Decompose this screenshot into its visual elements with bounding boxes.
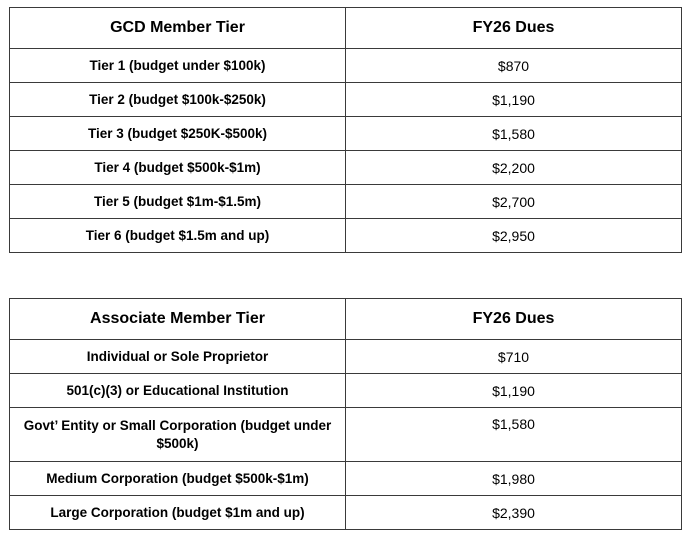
table-row [10,374,682,408]
table-row [10,117,682,151]
tier-cell: Tier 4 (budget $500k-$1m) [10,151,346,185]
column-header-tier: Associate Member Tier [10,299,346,340]
table-row [10,496,682,530]
tier-cell: Govt’ Entity or Small Corporation (budget under $500k) [10,408,346,462]
table-row [10,408,682,462]
tier-cell: Tier 3 (budget $250K-$500k) [10,117,346,151]
tier-cell: Tier 1 (budget under $100k) [10,49,346,83]
dues-cell: $2,200 [346,151,682,185]
tier-cell: Tier 2 (budget $100k-$250k) [10,83,346,117]
tier-cell: Tier 5 (budget $1m-$1.5m) [10,185,346,219]
dues-cell: $2,950 [346,219,682,253]
dues-cell: $1,580 [346,408,682,462]
dues-cell: $1,980 [346,462,682,496]
table-header-row [10,8,682,49]
column-header-dues: FY26 Dues [346,8,682,49]
table-row [10,462,682,496]
tier-cell: Tier 6 (budget $1.5m and up) [10,219,346,253]
dues-cell: $710 [346,340,682,374]
dues-cell: $1,190 [346,83,682,117]
gcd-member-dues-table [9,7,682,253]
tier-cell: Individual or Sole Proprietor [10,340,346,374]
tier-cell: Large Corporation (budget $1m and up) [10,496,346,530]
table-row [10,83,682,117]
table-row [10,49,682,83]
table-row [10,185,682,219]
dues-cell: $2,390 [346,496,682,530]
dues-cell: $1,190 [346,374,682,408]
column-header-tier: GCD Member Tier [10,8,346,49]
table-row [10,219,682,253]
associate-member-dues-table [9,298,682,530]
table-header-row [10,299,682,340]
tier-cell: 501(c)(3) or Educational Institution [10,374,346,408]
tier-cell: Medium Corporation (budget $500k-$1m) [10,462,346,496]
dues-cell: $2,700 [346,185,682,219]
table-row [10,340,682,374]
dues-cell: $1,580 [346,117,682,151]
table-row [10,151,682,185]
dues-cell: $870 [346,49,682,83]
column-header-dues: FY26 Dues [346,299,682,340]
